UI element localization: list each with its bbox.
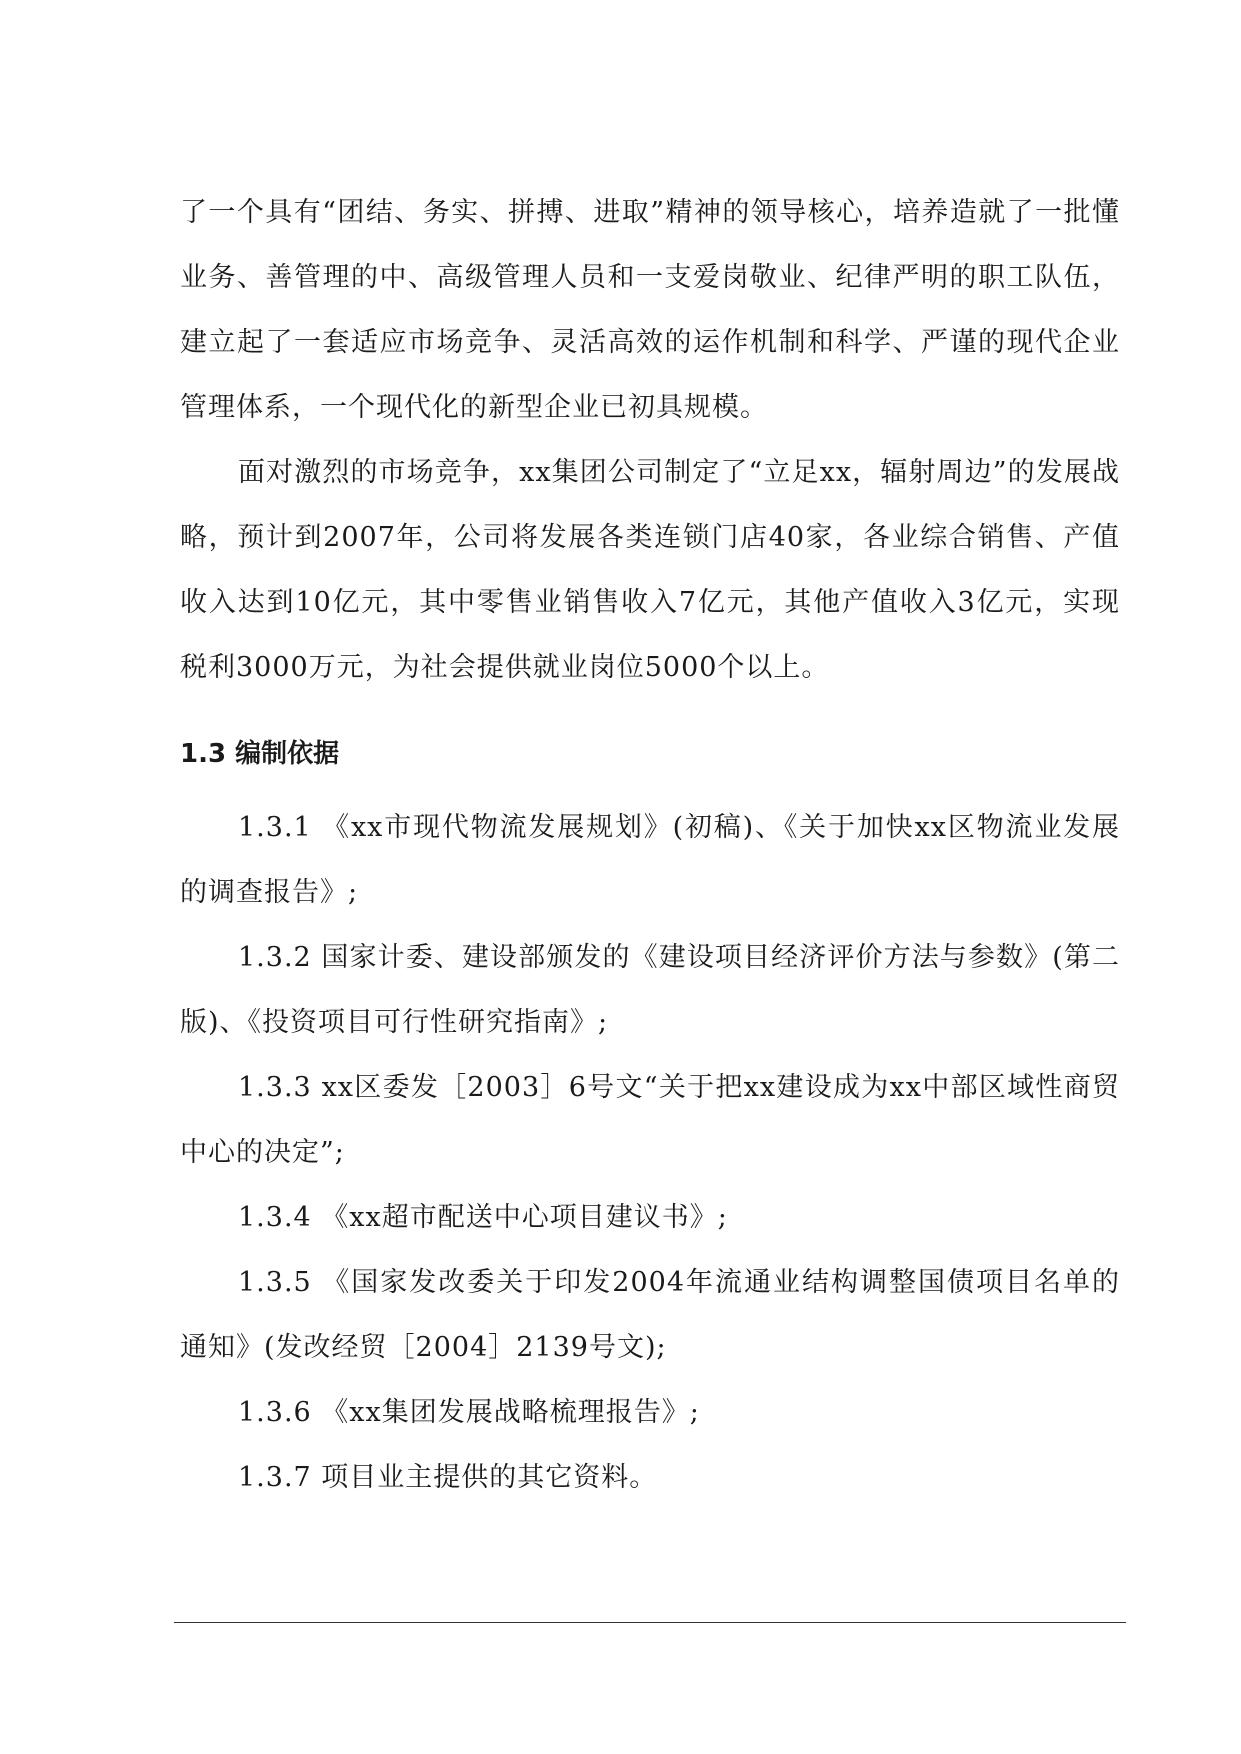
reference-item-6: 1.3.6 《xx集团发展战略梳理报告》; <box>238 1397 700 1428</box>
body-paragraph-2: 面对激烈的市场竞争，xx集团公司制定了“立足xx，辐射周边”的发展战略，预计到2007年，公司将发展各类连锁门店40家，各业综合销售、产值收入达到10亿元，其中零售业销售收入7亿元，其他产值收入3亿元，实现税利3000万元，为社会提供就业岗位5000个以上。 <box>180 457 1120 683</box>
section-heading: 1.3 编制依据 <box>180 739 340 769</box>
body-paragraph-1: 了一个具有“团结、务实、拼搏、进取”精神的领导核心，培养造就了一批懂业务、善管理的中、高级管理人员和一支爱岗敬业、纪律严明的职工队伍，建立起了一套适应市场竞争、灵活高效的运作机制和科学、严谨的现代企业管理体系，一个现代化的新型企业已初具规模。 <box>180 197 1120 423</box>
footer-divider <box>174 1622 1126 1623</box>
reference-item-2: 1.3.2 国家计委、建设部颁发的《建设项目经济评价方法与参数》(第二版)、《投资项目可行性研究指南》; <box>180 942 1120 1038</box>
reference-item-4: 1.3.4 《xx超市配送中心项目建议书》; <box>238 1202 728 1233</box>
reference-item-7: 1.3.7 项目业主提供的其它资料。 <box>238 1462 658 1493</box>
reference-item-3: 1.3.3 xx区委发［2003］6号文“关于把xx建设成为xx中部区域性商贸中心的决定”; <box>180 1072 1120 1168</box>
reference-item-5: 1.3.5 《国家发改委关于印发2004年流通业结构调整国债项目名单的通知》(发改经贸［2004］2139号文); <box>180 1267 1120 1363</box>
document-page <box>180 180 1120 1510</box>
reference-item-1: 1.3.1 《xx市现代物流发展规划》(初稿)、《关于加快xx区物流业发展的调查报告》; <box>180 812 1120 908</box>
